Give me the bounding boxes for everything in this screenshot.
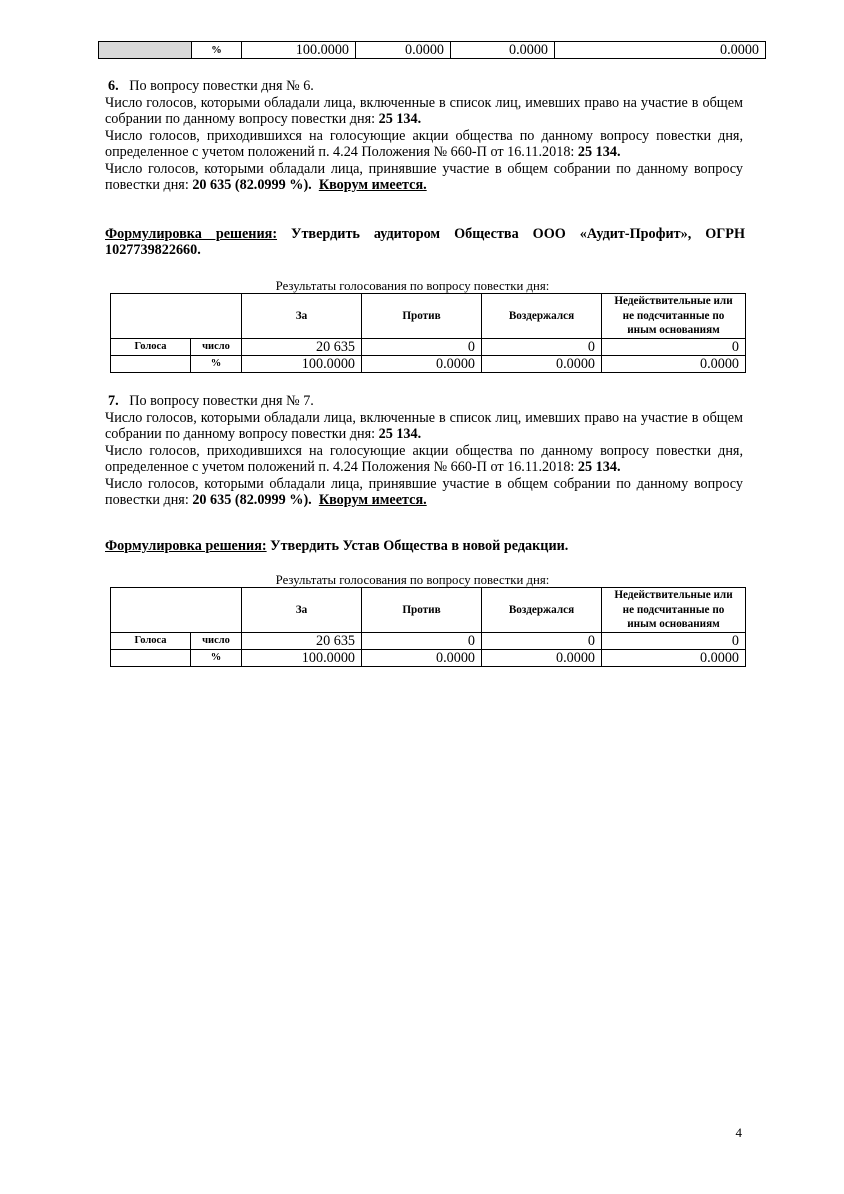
count-against: 0 [362,338,482,355]
eligible-votes-text: Число голосов, которыми обладали лица, включенные в список лиц, имевших право на участие в общем собрании по данному вопросу повестки дня: [105,410,743,443]
pct-invalid: 0.0000 [555,42,766,59]
section-6-decision [105,226,745,259]
voting-shares-paragraph [105,443,743,476]
col-against: Против [362,294,482,339]
pct-abstain: 0.0000 [451,42,555,59]
header-blank [111,294,242,339]
participants-value: 20 635 (82.0999 %). [192,177,312,194]
eligible-votes-value: 25 134. [378,426,422,443]
section-7-heading [108,393,314,409]
col-for: За [242,294,362,339]
row-pct-label: % [191,649,242,666]
section-6-results-table [110,293,746,373]
eligible-votes-text: Число голосов, которыми обладали лица, включенные в список лиц, имевших право на участие в общем собрании по данному вопросу повестки дня: [105,95,743,128]
count-against: 0 [362,632,482,649]
participants-paragraph [105,476,743,509]
section-number: 7. [108,393,119,409]
eligible-votes-value: 25 134. [378,111,422,128]
count-abstain: 0 [482,632,602,649]
col-against: Против [362,588,482,633]
row-label: Голоса [111,632,191,649]
section-7-decision [105,538,745,554]
section-7-results-table [110,587,746,667]
participants-text: Число голосов, которыми обладали лица, принявшие участие в общем собрании по данному вопросу повестки дня: [105,160,743,194]
decision-text: Утвердить аудитором Общества ООО «Аудит-Профит», ОГРН 1027739822660. [105,226,745,259]
section-heading-text: По вопросу повестки дня № 6. [129,78,314,94]
decision-text: Утвердить Устав Общества в новой редакции. [270,538,569,554]
section-heading-text: По вопросу повестки дня № 7. [129,393,314,409]
voting-shares-text: Число голосов, приходившихся на голосующие акции общества по данному вопросу повестки дня, определенное с учетом положений п. 4.24 Положения № 660-П от 16.11.2018: [105,442,743,476]
pct-for: 100.0000 [242,649,362,666]
section-6-heading [108,78,314,94]
eligible-votes-paragraph [105,95,743,128]
section-number: 6. [108,78,119,94]
pct-for: 100.0000 [242,42,356,59]
pct-for: 100.0000 [242,355,362,372]
pct-against: 0.0000 [356,42,451,59]
count-abstain: 0 [482,338,602,355]
row-pct-label: % [191,355,242,372]
decision-label: Формулировка решения: [105,226,278,242]
header-blank [111,588,242,633]
col-abstain: Воздержался [482,294,602,339]
quorum-status: Кворум имеется. [318,492,427,509]
page-number: 4 [735,1124,742,1140]
voting-shares-value: 25 134. [577,459,621,476]
pct-against: 0.0000 [362,355,482,372]
col-invalid: Недействительные или не подсчитанные по иным основаниям [602,588,746,633]
pct-invalid: 0.0000 [602,355,746,372]
blank-cell [99,42,192,59]
col-invalid: Недействительные или не подсчитанные по иным основаниям [602,294,746,339]
participants-value: 20 635 (82.0999 %). [192,492,312,509]
participants-text: Число голосов, которыми обладали лица, принявшие участие в общем собрании по данному вопросу повестки дня: [105,475,743,509]
section-6-body [105,95,743,193]
pct-label: % [192,42,242,59]
pct-abstain: 0.0000 [482,649,602,666]
pct-invalid: 0.0000 [602,649,746,666]
row-blank [111,355,191,372]
section-7-body [105,410,743,508]
section-6-results-caption: Результаты голосования по вопросу повестки дня: [275,279,550,293]
row-count-label: число [191,338,242,355]
voting-shares-paragraph [105,128,743,161]
pct-abstain: 0.0000 [482,355,602,372]
pct-against: 0.0000 [362,649,482,666]
count-for: 20 635 [242,632,362,649]
decision-label: Формулировка решения: [105,538,267,554]
quorum-status: Кворум имеется. [318,177,427,194]
participants-paragraph [105,161,743,194]
row-blank [111,649,191,666]
voting-shares-text: Число голосов, приходившихся на голосующие акции общества по данному вопросу повестки дня, определенное с учетом положений п. 4.24 Положения № 660-П от 16.11.2018: [105,127,743,161]
count-for: 20 635 [242,338,362,355]
voting-shares-value: 25 134. [577,144,621,161]
col-for: За [242,588,362,633]
row-count-label: число [191,632,242,649]
count-invalid: 0 [602,632,746,649]
eligible-votes-paragraph [105,410,743,443]
col-abstain: Воздержался [482,588,602,633]
count-invalid: 0 [602,338,746,355]
row-label: Голоса [111,338,191,355]
section-7-results-caption: Результаты голосования по вопросу повестки дня: [275,573,550,587]
top-table-row [98,41,766,59]
